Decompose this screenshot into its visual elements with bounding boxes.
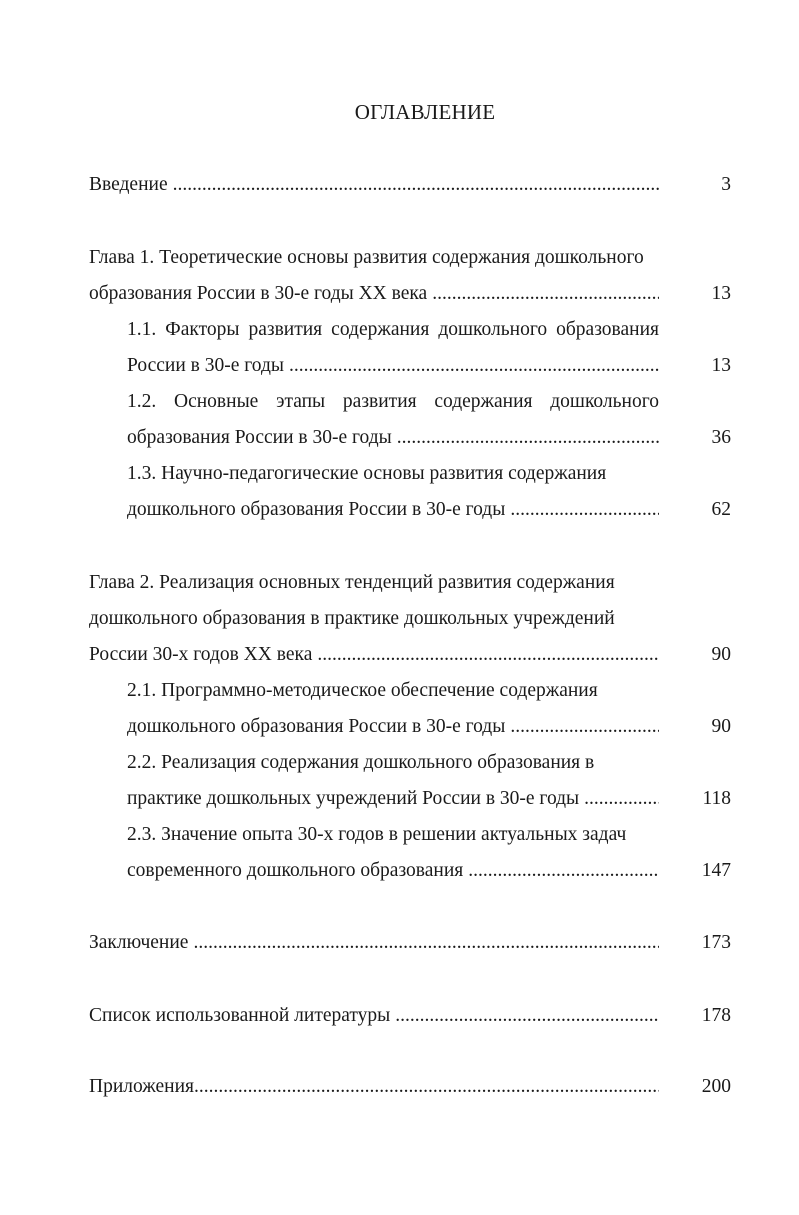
toc-entry-label: современного дошкольного образования	[127, 860, 464, 881]
dot-leader	[173, 167, 659, 203]
page-number: 173	[701, 932, 731, 953]
page-number: 13	[711, 355, 731, 376]
toc-entry-section-1-3	[127, 492, 659, 528]
section-1-1-title: 1.1. Факторы развития содержания дошкольного образования	[127, 319, 659, 340]
toc-entry-chapter-2	[89, 637, 659, 673]
toc-entry-section-2-2	[127, 781, 659, 817]
page-number: 3	[721, 174, 731, 195]
dot-leader	[510, 492, 659, 528]
dot-leader	[584, 781, 659, 817]
dot-leader	[194, 1069, 659, 1105]
toc-entry-section-1-1	[127, 348, 659, 384]
chapter-2-title-cont: дошкольного образования в практике дошкольных учреждений	[89, 608, 615, 629]
toc-entry-label: образования России в 30-е годы XX века	[89, 283, 428, 304]
toc-entry-references	[89, 998, 659, 1034]
toc-entry-label: Приложения	[89, 1076, 194, 1097]
section-1-3-title: 1.3. Научно-педагогические основы развития содержания	[127, 463, 607, 484]
toc-entry-label: дошкольного образования России в 30-е годы	[127, 716, 506, 737]
page-number: 62	[711, 499, 731, 520]
page-number: 147	[701, 860, 731, 881]
page-number: 90	[711, 716, 731, 737]
dot-leader	[510, 709, 659, 745]
toc-entry-label: Заключение	[89, 932, 189, 953]
toc-entry-label: дошкольного образования России в 30-е годы	[127, 499, 506, 520]
toc-entry-chapter-1	[89, 276, 659, 312]
toc-entry-section-1-2	[127, 420, 659, 456]
page-title: ОГЛАВЛЕНИЕ	[354, 100, 496, 124]
toc-entry-appendix	[89, 1069, 659, 1105]
toc-entry-label: практике дошкольных учреждений России в 30-е годы	[127, 788, 580, 809]
toc-entry-label: Список использованной литературы	[89, 1005, 391, 1026]
dot-leader	[193, 925, 659, 961]
section-2-2-title: 2.2. Реализация содержания дошкольного образования в	[127, 752, 595, 773]
dot-leader	[468, 853, 659, 889]
page-number: 200	[701, 1076, 731, 1097]
page-number: 118	[702, 788, 731, 809]
toc-entry-intro	[89, 167, 659, 203]
dot-leader	[317, 637, 659, 673]
dot-leader	[395, 998, 659, 1034]
toc-entry-label: образования России в 30-е годы	[127, 427, 392, 448]
dot-leader	[432, 276, 659, 312]
toc-entry-label: России в 30-е годы	[127, 355, 284, 376]
chapter-1-title: Глава 1. Теоретические основы развития содержания дошкольного	[89, 247, 644, 268]
toc-entry-conclusion	[89, 925, 659, 961]
page-number: 13	[711, 283, 731, 304]
toc-entry-label: Введение	[89, 174, 168, 195]
toc-entry-section-2-3	[127, 853, 659, 889]
page-number: 90	[711, 644, 731, 665]
page-number: 178	[701, 1005, 731, 1026]
section-2-3-title: 2.3. Значение опыта 30-х годов в решении актуальных задач	[127, 824, 627, 845]
section-2-1-title: 2.1. Программно-методическое обеспечение содержания	[127, 680, 598, 701]
dot-leader	[397, 420, 659, 456]
dot-leader	[289, 348, 659, 384]
page-number: 36	[711, 427, 731, 448]
toc-entry-label: России 30-х годов XX века	[89, 644, 313, 665]
section-1-2-title: 1.2. Основные этапы развития содержания дошкольного	[127, 391, 659, 412]
toc-entry-section-2-1	[127, 709, 659, 745]
chapter-2-title: Глава 2. Реализация основных тенденций развития содержания	[89, 572, 615, 593]
